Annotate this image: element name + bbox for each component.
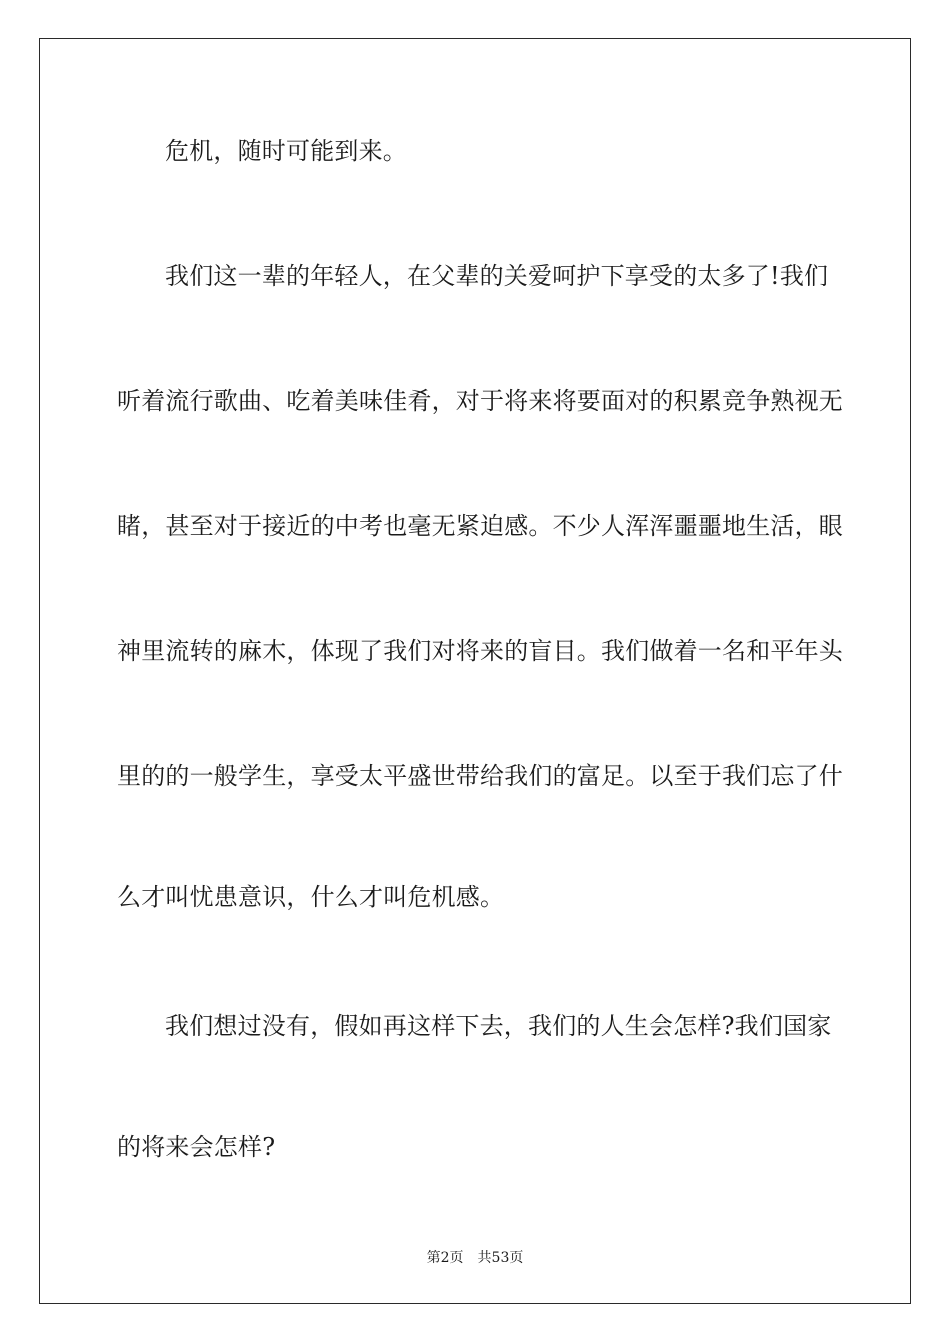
paragraph-line: 么才叫忧患意识，什么才叫危机感。: [117, 883, 505, 911]
paragraph-line: 听着流行歌曲、吃着美味佳肴，对于将来将要面对的积累竞争熟视无: [117, 387, 843, 415]
page-total: 共53页: [477, 1250, 524, 1266]
page-number: 第2页: [426, 1250, 464, 1266]
paragraph-line: 我们想过没有，假如再这样下去，我们的人生会怎样?我们国家: [165, 1012, 832, 1040]
paragraph-line: 里的的一般学生，享受太平盛世带给我们的富足。以至于我们忘了什: [117, 762, 843, 790]
page-border: [39, 38, 911, 1304]
paragraph-line: 的将来会怎样?: [117, 1133, 276, 1161]
paragraph-line: 睹，甚至对于接近的中考也毫无紧迫感。不少人浑浑噩噩地生活，眼: [117, 512, 843, 540]
paragraph-line: 神里流转的麻木，体现了我们对将来的盲目。我们做着一名和平年头: [117, 637, 843, 665]
page-footer: [0, 1247, 950, 1267]
paragraph-line: 我们这一辈的年轻人，在父辈的关爱呵护下享受的太多了!我们: [165, 262, 829, 290]
paragraph-line: 危机，随时可能到来。: [165, 137, 407, 165]
